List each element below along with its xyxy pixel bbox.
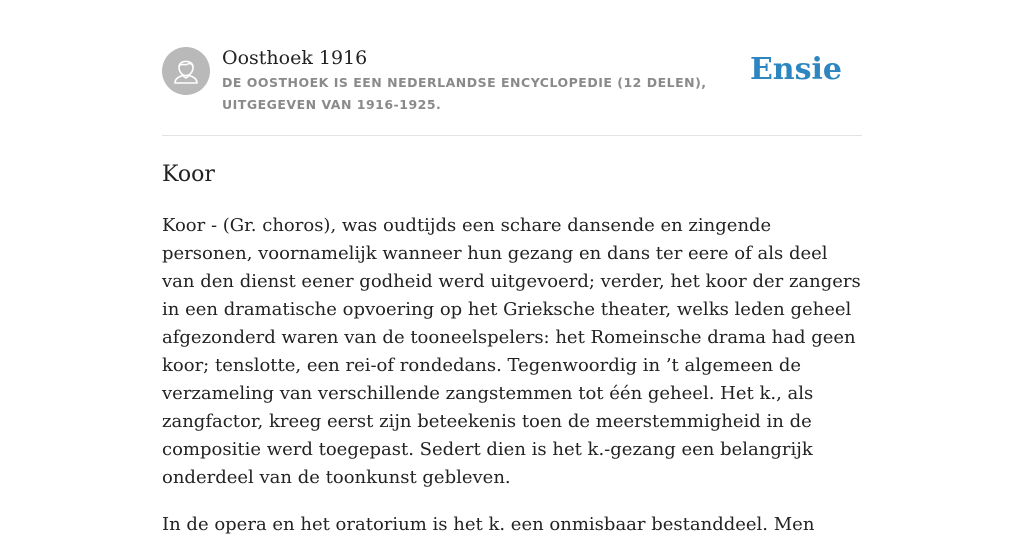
article-paragraph: In de opera en het oratorium is het k. een onmisbaar bestanddeel. Men	[162, 514, 815, 535]
header-divider	[162, 135, 862, 136]
source-title[interactable]: Oosthoek 1916	[222, 47, 368, 69]
article-body	[162, 212, 862, 558]
article-paragraph: Koor - (Gr. choros), was oudtijds een schare dansende en zingende personen, voornamelijk wanneer hun gezang en dans ter eere of als deel van den dienst eener godheid werd uitgevoerd; verder, het koor der zangers in een dramatische opvoering op het Grieksche theater, welks leden geheel afgezonderd waren van de tooneelspelers: het Romeinsche drama had geen koor; tenslotte, een rei-of rondedans. Tegenwoordig in ’t algemeen de verzameling van verschillende zangstemmen tot één geheel. Het k., als zangfactor, kreeg eerst zijn beteekenis toen de meerstemmigheid in de compositie werd toegepast. Sedert dien is het k.-gezang een belangrijk onderdeel van de toonkunst gebleven.	[162, 215, 861, 488]
source-description: DE OOSTHOEK IS EEN NEDERLANDSE ENCYCLOPEDIE (12 DELEN), UITGEGEVEN VAN 1916-1925.	[222, 75, 707, 112]
source-avatar[interactable]	[162, 47, 210, 95]
brand-logo[interactable]: Ensie	[749, 52, 842, 87]
source-header	[162, 46, 862, 136]
entry-title: Koor	[162, 162, 215, 187]
user-silhouette-icon	[162, 47, 210, 95]
